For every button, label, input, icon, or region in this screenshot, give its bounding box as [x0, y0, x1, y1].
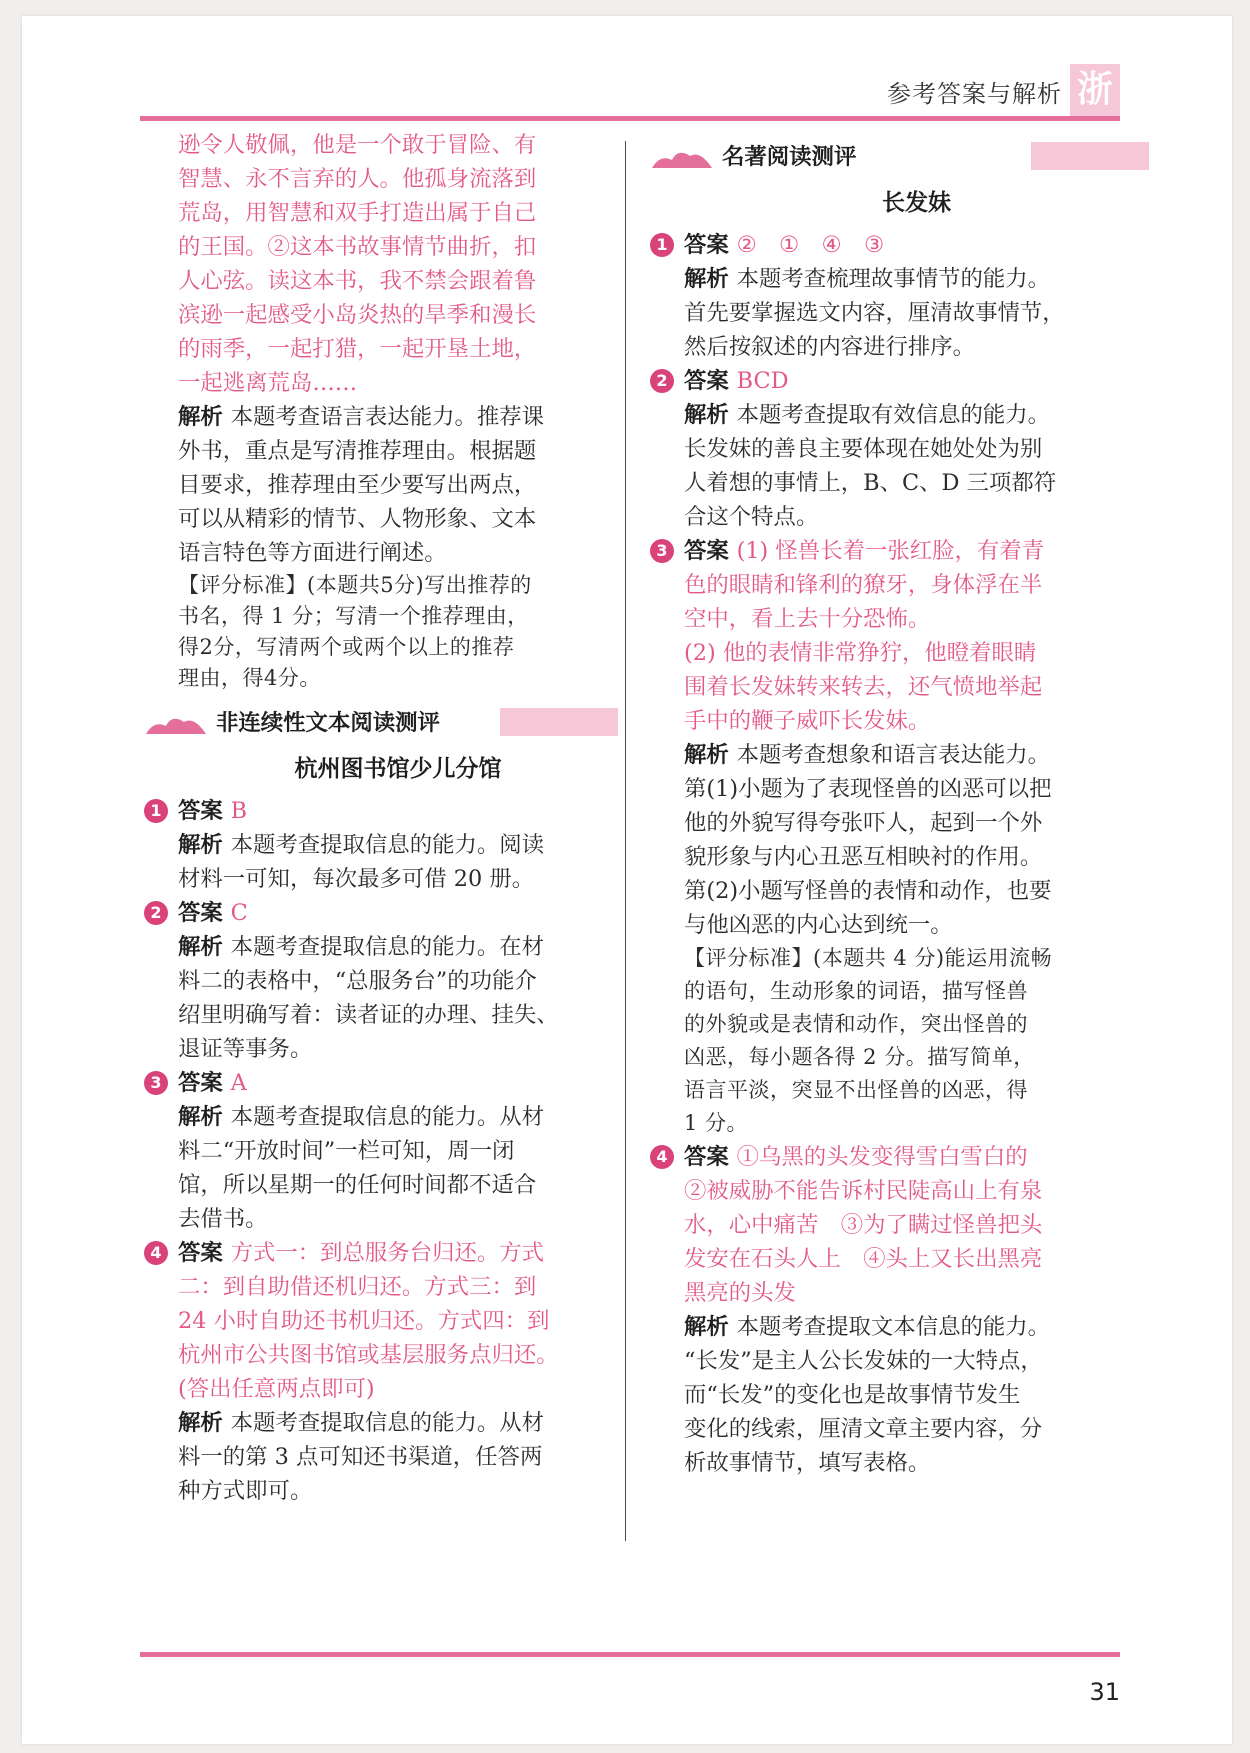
answer-text: 滨逊一起感受小岛炎热的旱季和漫长 — [178, 302, 537, 328]
answer-line — [178, 1270, 618, 1304]
answer-text: B — [230, 798, 248, 824]
analysis-text: 绍里明确写着：读者证的办理、挂失、 — [178, 1002, 559, 1028]
score-line — [684, 1074, 1149, 1107]
answer-line — [684, 1276, 1149, 1310]
analysis-text: 本题考查提取信息的能力。从材 — [230, 1410, 545, 1436]
section-heading — [144, 706, 618, 740]
cloud-icon — [650, 146, 714, 170]
answer-line — [684, 534, 1149, 568]
analysis-text: 长发妹的善良主要体现在她处处为别 — [684, 436, 1043, 462]
answer-text: 智慧、永不言弃的人。他孤身流落到 — [178, 166, 537, 192]
answer-line — [178, 264, 618, 298]
score-line — [684, 1107, 1149, 1140]
analysis-label: 解析 — [178, 1104, 231, 1130]
answer-line — [178, 1338, 618, 1372]
analysis-line — [178, 502, 618, 536]
answer-text: 的王国。②这本书故事情节曲折，扣 — [178, 234, 537, 260]
page — [22, 16, 1232, 1744]
analysis-text: 他的外貌写得夸张吓人，起到一个外 — [684, 810, 1043, 836]
page-header — [22, 16, 1232, 116]
answer-label: 答案 — [684, 538, 737, 564]
analysis-label: 解析 — [684, 742, 737, 768]
answer-label: 答案 — [178, 1240, 231, 1266]
answer-text: 荒岛，用智慧和双手打造出属于自己 — [178, 200, 537, 226]
analysis-line — [684, 1378, 1149, 1412]
question-number-badge: 3 — [650, 539, 674, 563]
answer-text: 人心弦。读这本书，我不禁会跟着鲁 — [178, 268, 537, 294]
answer-text: 围着长发妹转来转去，还气愤地举起 — [684, 674, 1043, 700]
question-item — [150, 1236, 618, 1508]
answer-text: 的雨季，一起打猎，一起开垦土地， — [178, 336, 537, 362]
header-rule — [140, 116, 1120, 121]
question-item — [150, 794, 618, 896]
question-number-badge: 1 — [650, 233, 674, 257]
analysis-line — [178, 998, 618, 1032]
analysis-line — [684, 398, 1149, 432]
analysis-line — [684, 840, 1149, 874]
analysis-line — [178, 1032, 618, 1066]
analysis-line — [684, 330, 1149, 364]
section-heading-bar — [500, 708, 618, 736]
analysis-line — [178, 1202, 618, 1236]
answer-text: 杭州市公共图书馆或基层服务点归还。 — [178, 1342, 559, 1368]
analysis-line — [684, 500, 1149, 534]
score-line — [178, 601, 618, 632]
analysis-text: 料二的表格中，“总服务台”的功能介 — [178, 968, 537, 994]
answer-line — [178, 896, 618, 930]
answer-text: 方式一：到总服务台归还。方式 — [230, 1240, 545, 1266]
answer-text: 逊令人敬佩，他是一个敢于冒险、有 — [178, 132, 537, 158]
analysis-line — [178, 536, 618, 570]
answer-text: 水，心中痛苦 ③为了瞒过怪兽把头 — [684, 1212, 1043, 1238]
analysis-text: 材料一可知，每次最多可借 20 册。 — [178, 866, 535, 892]
analysis-line — [684, 806, 1149, 840]
analysis-label: 解析 — [684, 266, 737, 292]
score-text: 【评分标准】(本题共5分)写出推荐的 — [178, 573, 532, 597]
score-line — [178, 632, 618, 663]
analysis-text: 合这个特点。 — [684, 504, 819, 530]
analysis-text: 种方式即可。 — [178, 1478, 313, 1504]
answer-text: C — [230, 900, 248, 926]
question-number-badge: 4 — [144, 1241, 168, 1265]
analysis-line — [178, 1168, 618, 1202]
analysis-line — [684, 1344, 1149, 1378]
analysis-line — [178, 964, 618, 998]
analysis-label: 解析 — [178, 934, 231, 960]
question-number-badge: 2 — [144, 901, 168, 925]
analysis-line — [684, 1446, 1149, 1480]
analysis-text: 料二“开放时间”一栏可知，周一闭 — [178, 1138, 515, 1164]
answer-line — [178, 1372, 618, 1406]
analysis-line — [178, 434, 618, 468]
section-subtitle: 杭州图书馆少儿分馆 — [294, 756, 502, 782]
analysis-text: 料一的第 3 点可知还书渠道，任答两 — [178, 1444, 543, 1470]
answer-text: 空中，看上去十分恐怖。 — [684, 606, 931, 632]
answer-label: 答案 — [178, 1070, 231, 1096]
score-line — [684, 975, 1149, 1008]
answer-line — [684, 1242, 1149, 1276]
header-province-mark: 浙 — [1070, 64, 1120, 116]
analysis-line — [684, 908, 1149, 942]
analysis-line — [178, 1440, 618, 1474]
answer-text: ②被威胁不能告诉村民陡高山上有泉 — [684, 1178, 1043, 1204]
analysis-line — [684, 262, 1149, 296]
analysis-line — [178, 862, 618, 896]
answer-label: 答案 — [178, 798, 231, 824]
answer-line — [178, 1304, 618, 1338]
analysis-line — [178, 1474, 618, 1508]
analysis-line — [684, 1310, 1149, 1344]
answer-text: 发安在石头人上 ④头上又长出黑亮 — [684, 1246, 1043, 1272]
analysis-line — [684, 772, 1149, 806]
analysis-text: 然后按叙述的内容进行排序。 — [684, 334, 976, 360]
analysis-label: 解析 — [684, 402, 737, 428]
analysis-text: 本题考查提取信息的能力。从材 — [230, 1104, 545, 1130]
answer-text: 24 小时自助还书机归还。方式四：到 — [178, 1308, 550, 1334]
analysis-line — [178, 1134, 618, 1168]
question-number-badge: 2 — [650, 369, 674, 393]
answer-line — [178, 366, 618, 400]
left-column — [150, 128, 618, 1508]
answer-line — [178, 230, 618, 264]
answer-label: 答案 — [684, 368, 737, 394]
question-item — [656, 534, 1149, 1140]
right-column — [656, 128, 1149, 1480]
question-item — [656, 364, 1149, 534]
analysis-text: 目要求，推荐理由至少要写出两点， — [178, 472, 537, 498]
score-text: 得2分，写清两个或两个以上的推荐 — [178, 635, 515, 659]
analysis-line — [178, 1406, 618, 1440]
analysis-line — [684, 874, 1149, 908]
answer-line — [684, 1208, 1149, 1242]
answer-text: ①乌黑的头发变得雪白雪白的 — [736, 1144, 1028, 1170]
analysis-line — [178, 930, 618, 964]
score-line — [684, 1008, 1149, 1041]
score-line — [178, 570, 618, 601]
analysis-text: 本题考查提取信息的能力。在材 — [230, 934, 545, 960]
analysis-label: 解析 — [178, 404, 231, 430]
analysis-line — [684, 1412, 1149, 1446]
answer-line — [684, 1140, 1149, 1174]
page-number: 31 — [1089, 1678, 1120, 1706]
answer-label: 答案 — [178, 900, 231, 926]
analysis-text: 馆，所以星期一的任何时间都不适合 — [178, 1172, 537, 1198]
analysis-label: 解析 — [178, 1410, 231, 1436]
cloud-icon — [144, 712, 208, 736]
analysis-text: 人着想的事情上，B、C、D 三项都符 — [684, 470, 1057, 496]
analysis-line — [178, 400, 618, 434]
analysis-text: 本题考查提取信息的能力。阅读 — [230, 832, 545, 858]
question-item — [150, 1066, 618, 1236]
analysis-text: “长发”是主人公长发妹的一大特点， — [684, 1348, 1043, 1374]
score-text: 【评分标准】(本题共 4 分)能运用流畅 — [684, 946, 1053, 970]
analysis-label: 解析 — [684, 1314, 737, 1340]
question-number-badge: 3 — [144, 1071, 168, 1095]
footer-rule — [140, 1652, 1120, 1657]
question-item — [150, 896, 618, 1066]
analysis-line — [684, 738, 1149, 772]
answer-text: BCD — [736, 368, 789, 394]
analysis-line — [684, 466, 1149, 500]
question-item — [656, 1140, 1149, 1480]
answer-text: 色的眼睛和锋利的獠牙，身体浮在半 — [684, 572, 1043, 598]
answer-line — [178, 162, 618, 196]
answer-text: A — [230, 1070, 247, 1096]
answer-label: 答案 — [684, 232, 737, 258]
answer-line — [684, 1174, 1149, 1208]
analysis-text: 貌形象与内心丑恶互相映衬的作用。 — [684, 844, 1043, 870]
score-line — [178, 663, 618, 694]
analysis-line — [684, 432, 1149, 466]
answer-line — [178, 332, 618, 366]
column-divider — [625, 141, 626, 1541]
analysis-text: 本题考查梳理故事情节的能力。 — [736, 266, 1051, 292]
section-heading — [650, 140, 1149, 174]
analysis-text: 外书，重点是写清推荐理由。根据题 — [178, 438, 537, 464]
answer-line — [178, 1236, 618, 1270]
answer-line — [178, 1066, 618, 1100]
answer-line — [684, 364, 1149, 398]
score-text: 凶恶，每小题各得 2 分。描写简单， — [684, 1045, 1035, 1069]
answer-text: 手中的鞭子威吓长发妹。 — [684, 708, 931, 734]
answer-text: (1) 怪兽长着一张红脸，有着青 — [736, 538, 1045, 564]
score-text: 理由，得4分。 — [178, 666, 321, 690]
analysis-text: 去借书。 — [178, 1206, 268, 1232]
answer-line — [684, 602, 1149, 636]
question-number-badge: 1 — [144, 799, 168, 823]
analysis-text: 语言特色等方面进行阐述。 — [178, 540, 447, 566]
analysis-label: 解析 — [178, 832, 231, 858]
answer-text: 黑亮的头发 — [684, 1280, 796, 1306]
answer-text: (答出任意两点即可) — [178, 1376, 375, 1402]
analysis-text: 首先要掌握选文内容，厘清故事情节， — [684, 300, 1065, 326]
answer-line — [684, 228, 1149, 262]
score-text: 语言平淡，突显不出怪兽的凶恶，得 — [684, 1078, 1028, 1102]
question-number-badge: 4 — [650, 1145, 674, 1169]
answer-line — [178, 196, 618, 230]
answer-line — [684, 636, 1149, 670]
answer-text: (2) 他的表情非常狰狞，他瞪着眼睛 — [684, 640, 1037, 666]
analysis-text: 本题考查提取有效信息的能力。 — [736, 402, 1051, 428]
analysis-line — [178, 468, 618, 502]
question-item — [656, 228, 1149, 364]
score-line — [684, 1041, 1149, 1074]
analysis-text: 本题考查想象和语言表达能力。 — [736, 742, 1051, 768]
score-text: 1 分。 — [684, 1111, 749, 1135]
score-text: 的外貌或是表情和动作，突出怪兽的 — [684, 1012, 1028, 1036]
analysis-text: 而“长发”的变化也是故事情节发生 — [684, 1382, 1021, 1408]
analysis-text: 析故事情节，填写表格。 — [684, 1450, 931, 1476]
answer-text: 一起逃离荒岛…… — [178, 370, 358, 396]
analysis-text: 第(1)小题为了表现怪兽的凶恶可以把 — [684, 776, 1052, 802]
answer-line — [684, 670, 1149, 704]
answer-text: 二：到自助借还机归还。方式三：到 — [178, 1274, 537, 1300]
section-heading-bar — [1031, 142, 1149, 170]
analysis-text: 本题考查提取文本信息的能力。 — [736, 1314, 1051, 1340]
header-title: 参考答案与解析 — [887, 80, 1062, 108]
analysis-text: 退证等事务。 — [178, 1036, 313, 1062]
section-subtitle: 长发妹 — [882, 190, 951, 216]
analysis-line — [178, 1100, 618, 1134]
section-title: 非连续性文本阅读测评 — [216, 710, 440, 736]
answer-line — [684, 568, 1149, 602]
analysis-text: 与他凶恶的内心达到统一。 — [684, 912, 953, 938]
analysis-text: 第(2)小题写怪兽的表情和动作，也要 — [684, 878, 1052, 904]
answer-line — [178, 128, 618, 162]
answer-line — [684, 704, 1149, 738]
answer-text: ② ① ④ ③ — [736, 232, 885, 258]
answer-line — [178, 794, 618, 828]
analysis-text: 变化的线索，厘清文章主要内容，分 — [684, 1416, 1043, 1442]
section-title: 名著阅读测评 — [722, 144, 857, 170]
score-text: 书名，得 1 分；写清一个推荐理由， — [178, 604, 529, 628]
answer-line — [178, 298, 618, 332]
analysis-text: 可以从精彩的情节、人物形象、文本 — [178, 506, 537, 532]
score-line — [684, 942, 1149, 975]
analysis-line — [684, 296, 1149, 330]
score-text: 的语句，生动形象的词语，描写怪兽 — [684, 979, 1028, 1003]
analysis-text: 本题考查语言表达能力。推荐课 — [230, 404, 545, 430]
analysis-line — [178, 828, 618, 862]
answer-label: 答案 — [684, 1144, 737, 1170]
